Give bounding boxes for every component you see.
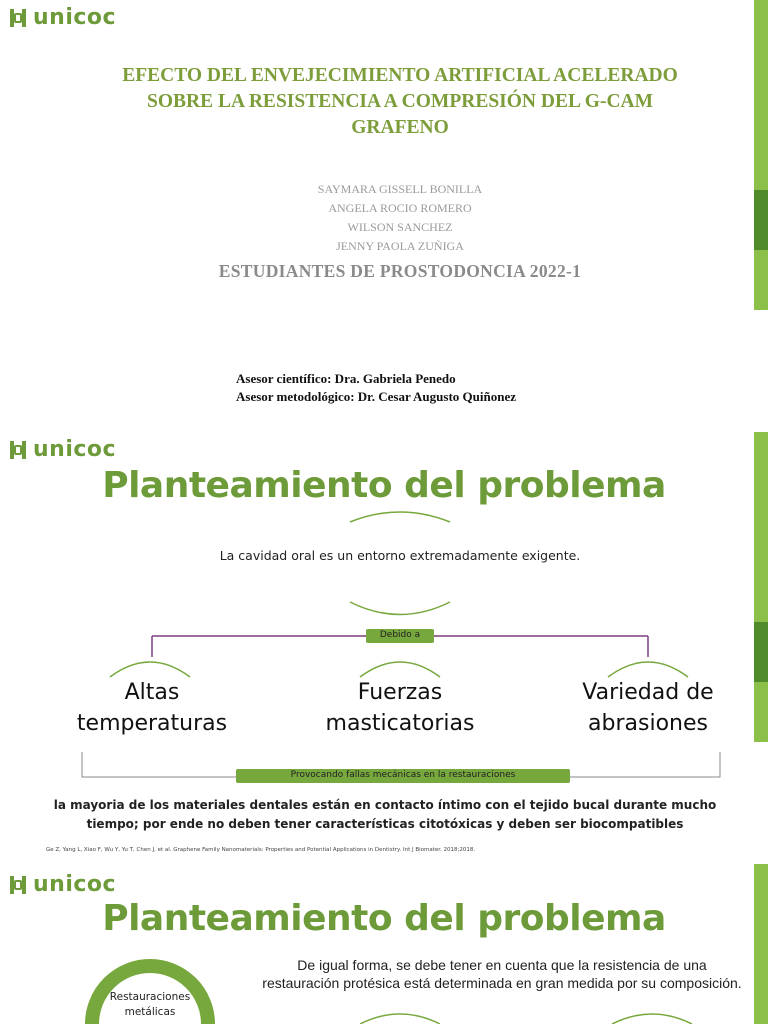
presentation-title: EFECTO DEL ENVEJECIMIENTO ARTIFICIAL ACELERADO SOBRE LA RESISTENCIA A COMPRESIÓN DEL G-CAM GRAFENO: [122, 65, 678, 138]
advisors: [236, 370, 516, 405]
logo-text: unicoc: [33, 872, 117, 897]
author-name: SAYMARA GISSELL BONILLA: [317, 182, 483, 196]
provocando-label: Provocando fallas mecánicas en la restauraciones: [236, 769, 570, 783]
slide-problem-statement-2: [0, 864, 768, 1024]
cause-line: abrasiones: [588, 711, 708, 736]
logo-text: unicoc: [33, 5, 117, 30]
debido-a-label: Debido a: [366, 629, 434, 643]
cause-item: [52, 677, 252, 739]
students-label: ESTUDIANTES DE PROSTODONCIA 2022-1: [218, 261, 582, 281]
composition-text: De igual forma, se debe tener en cuenta que la resistencia de una restauración protésica está determinada en gran medida por su composición.: [262, 957, 742, 991]
unicoc-logo-mark-icon: [8, 7, 30, 29]
unicoc-logo: [8, 5, 116, 30]
cause-line: masticatorias: [325, 711, 475, 736]
cause-line: Fuerzas: [357, 680, 443, 705]
slide-edge-decoration: [754, 0, 768, 420]
cause-line: Variedad de: [582, 680, 714, 705]
cause-item: [300, 677, 500, 739]
intro-text: La cavidad oral es un entorno extremadamente exigente.: [219, 548, 581, 563]
cause-item: [548, 677, 748, 739]
methodological-advisor: Asesor metodológico: Dr. Cesar Augusto Quiñonez: [236, 388, 516, 404]
authors-list: [230, 180, 570, 256]
author-name: WILSON SANCHEZ: [347, 220, 453, 234]
slide-heading: Planteamiento del problema: [102, 898, 666, 939]
biocompatibility-note: la mayoria de los materiales dentales están en contacto íntimo con el tejido bucal durante mucho tiempo; por ende no deben tener características citotóxicas y deben ser biocompatibles: [53, 798, 717, 831]
slide-gap: [0, 420, 768, 432]
cause-line: Altas: [124, 680, 180, 705]
ring-label: Restauraciones metálicas: [109, 991, 191, 1018]
slide-heading: Planteamiento del problema: [102, 465, 666, 506]
slide-problem-statement: [0, 432, 768, 862]
author-name: ANGELA ROCIO ROMERO: [328, 201, 472, 215]
reference-citation: Ge Z, Yang L, Xiao F, Wu Y, Yu T, Chen J, et al. Graphene Family Nanomaterials: Properties and Potential Applications in Dentistry. Int J Biomater. 2018;2018.: [46, 847, 476, 853]
author-name: JENNY PAOLA ZUÑIGA: [336, 239, 464, 253]
scientific-advisor: Asesor científico: Dra. Gabriela Penedo: [236, 371, 456, 386]
cause-line: temperaturas: [76, 711, 228, 736]
logo-text: unicoc: [33, 437, 117, 462]
slide-title: [0, 0, 768, 420]
